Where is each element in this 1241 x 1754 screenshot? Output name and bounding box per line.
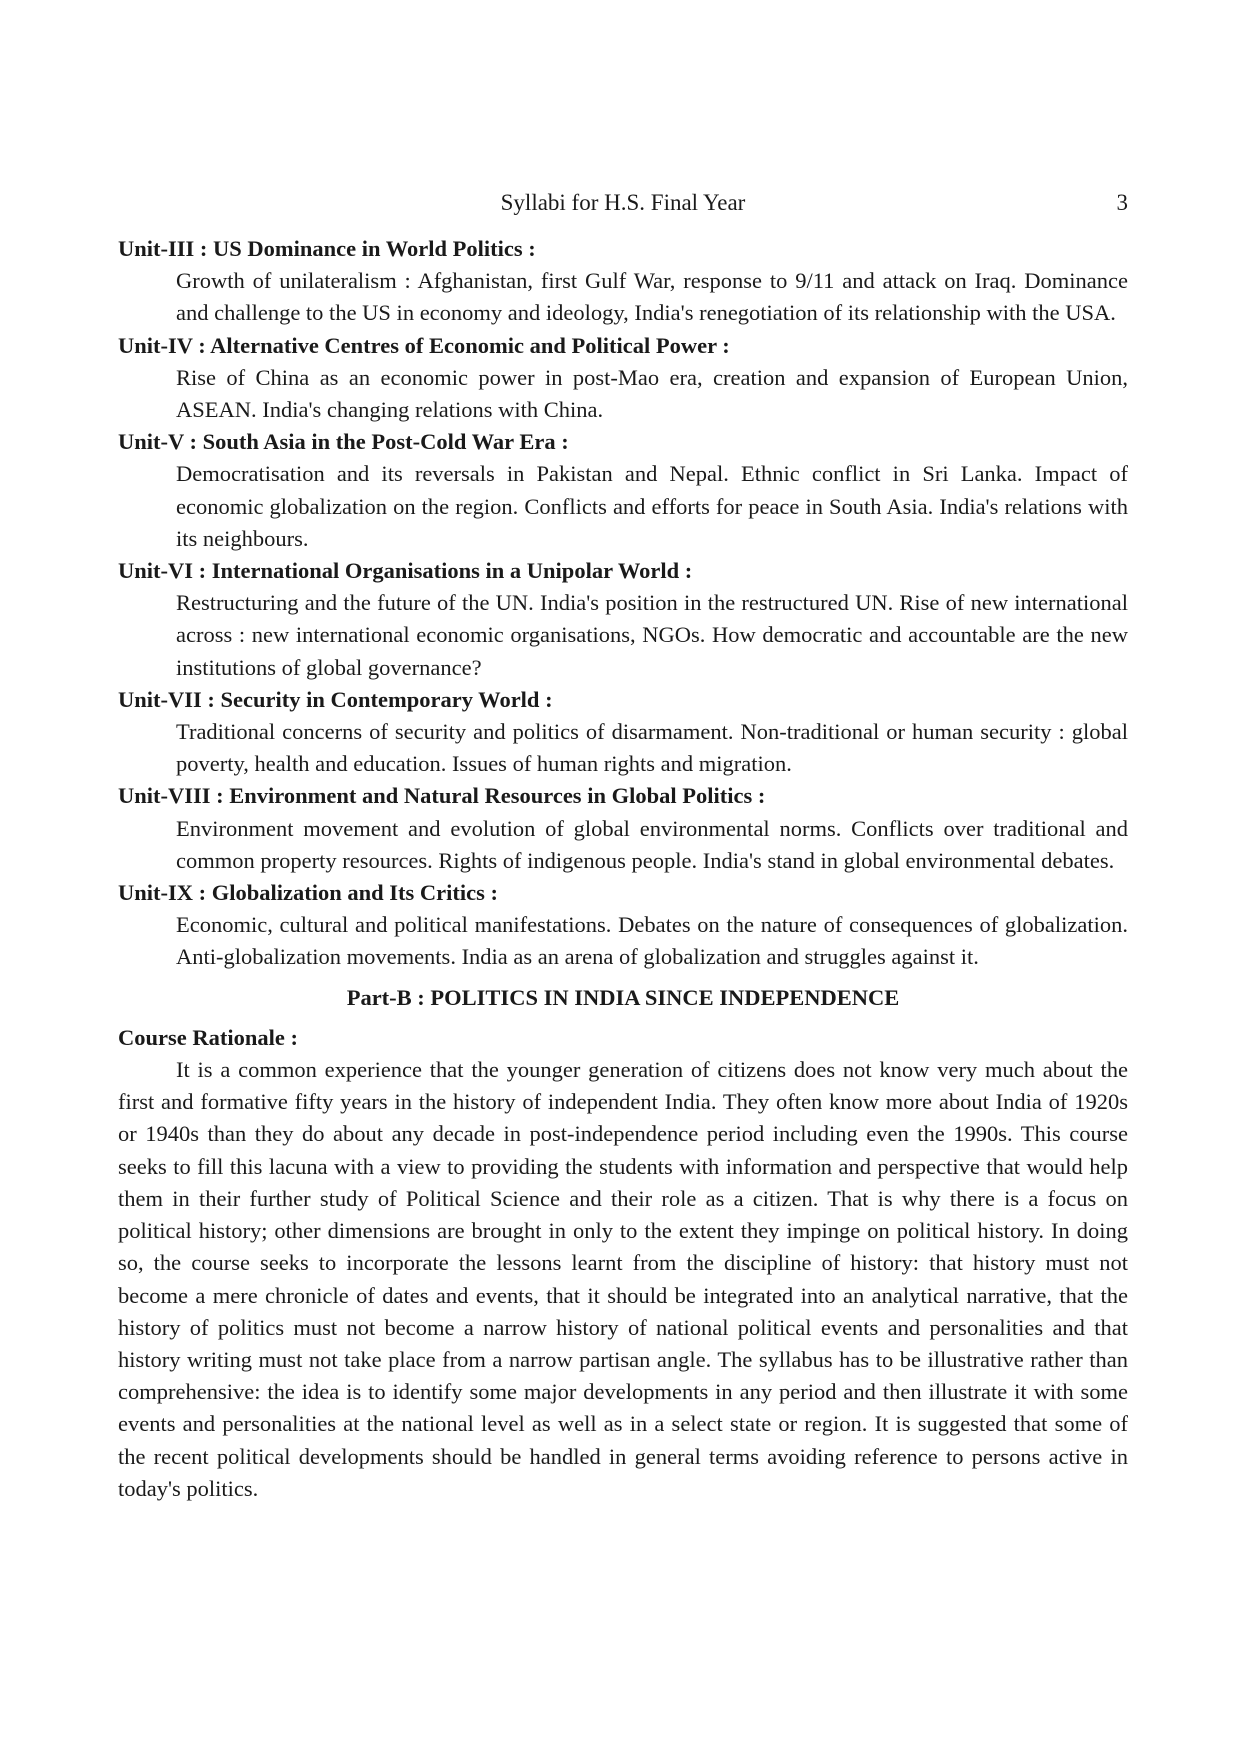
page-header bbox=[118, 186, 1128, 220]
course-rationale-paragraph: It is a common experience that the younger generation of citizens does not know very much about the first and formative fifty years in the history of independent India. They often know more about India of 1920s or 1940s than they do about any decade in post-independence period including even the 1990s. This course seeks to fill this lacuna with a view to providing the students with information and perspective that would help them in their further study of Political Science and their role as a citizen. That is why there is a focus on political history; other dimensions are brought in only to the extent they impinge on political history. In doing so, the course seeks to incorporate the lessons learnt from the discipline of history: that history must not become a mere chronicle of dates and events, that it should be integrated into an analytical narrative, that the history of politics must not become a narrow history of national political events and personalities and that history writing must not take place from a narrow partisan angle. The syllabus has to be illustrative rather than comprehensive: the idea is to identify some major developments in any period and then illustrate it with some events and personalities at the national level as well as in a select state or region. It is suggested that some of the recent political developments should be handled in general terms avoiding reference to persons active in today's politics. bbox=[118, 1057, 1128, 1501]
unit-body: Economic, cultural and political manifestations. Debates on the nature of consequences of globalization. Anti-globalization movements. India as an arena of globalization and struggles against it. bbox=[176, 912, 1128, 970]
unit-body: Traditional concerns of security and politics of disarmament. Non-traditional or human security : global poverty, health and education. Issues of human rights and migration. bbox=[176, 719, 1128, 777]
unit-heading: Unit-VIII : Environment and Natural Resources in Global Politics : bbox=[118, 783, 766, 809]
unit-section bbox=[118, 877, 1128, 974]
course-rationale-heading: Course Rationale : bbox=[118, 1024, 298, 1050]
unit-body: Growth of unilateralism : Afghanistan, first Gulf War, response to 9/11 and attack on Iraq. Dominance and challenge to the US in economy and ideology, India's renegotiation of its relationship with the USA. bbox=[176, 268, 1128, 326]
unit-section bbox=[118, 555, 1128, 684]
unit-heading: Unit-IX : Globalization and Its Critics : bbox=[118, 880, 499, 906]
unit-body: Democratisation and its reversals in Pakistan and Nepal. Ethnic conflict in Sri Lanka. Impact of economic globalization on the region. Conflicts and efforts for peace in South Asia. India's relations with its neighbours. bbox=[176, 461, 1128, 551]
page-number: 3 bbox=[1116, 190, 1128, 215]
unit-body: Rise of China as an economic power in post-Mao era, creation and expansion of European Union, ASEAN. India's changing relations with China. bbox=[176, 364, 1128, 423]
unit-heading: Unit-IV : Alternative Centres of Economic and Political Power : bbox=[118, 332, 730, 358]
unit-body: Restructuring and the future of the UN. India's position in the restructured UN. Rise of new international across : new international economic organisations, NGOs. How democratic and accountable are the new institutions of global governance? bbox=[176, 590, 1128, 680]
unit-heading: Unit-VI : International Organisations in a Unipolar World : bbox=[118, 558, 693, 584]
unit-section bbox=[118, 233, 1128, 330]
unit-heading: Unit-III : US Dominance in World Politics : bbox=[118, 236, 536, 261]
part-b-heading: Part-B : POLITICS IN INDIA SINCE INDEPENDENCE bbox=[346, 984, 900, 1010]
unit-body: Environment movement and evolution of global environmental norms. Conflicts over traditional and common property resources. Rights of indigenous people. India's stand in global environmental debates. bbox=[176, 815, 1128, 873]
unit-section bbox=[118, 426, 1128, 555]
unit-heading: Unit-VII : Security in Contemporary World : bbox=[118, 686, 553, 712]
unit-section bbox=[118, 684, 1128, 781]
unit-heading: Unit-V : South Asia in the Post-Cold War Era : bbox=[118, 429, 569, 455]
unit-section bbox=[118, 330, 1128, 427]
page-content bbox=[118, 233, 1128, 1505]
header-title: Syllabi for H.S. Final Year bbox=[500, 190, 746, 215]
unit-section bbox=[118, 780, 1128, 877]
